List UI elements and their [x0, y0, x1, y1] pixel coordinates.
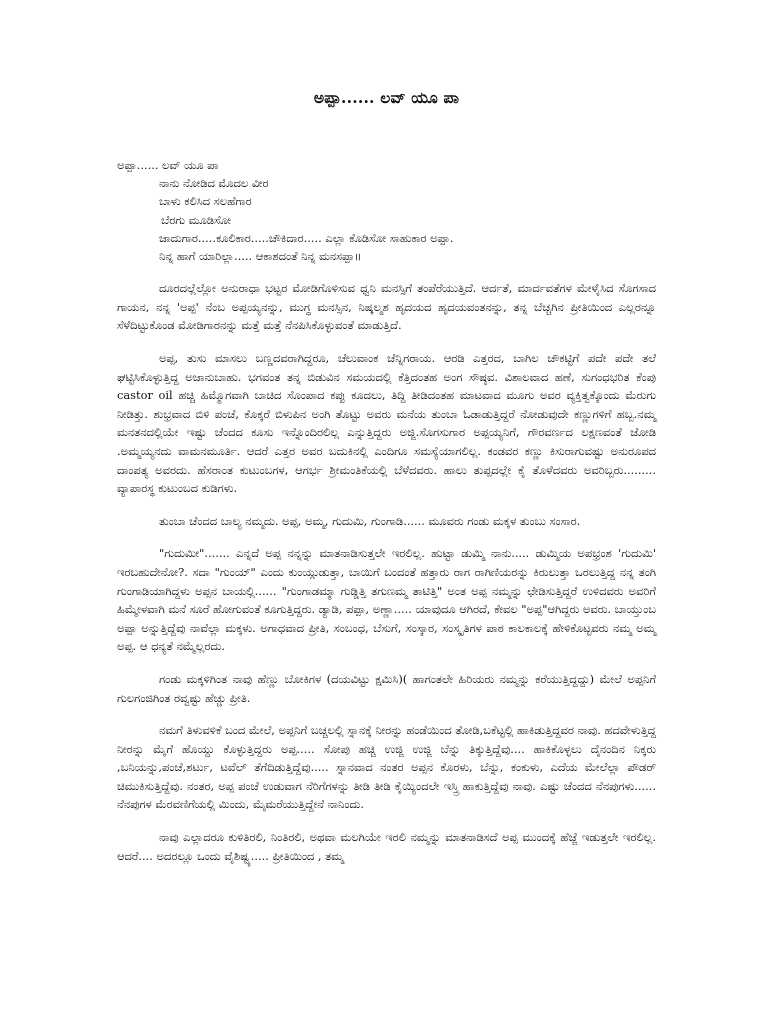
body-paragraph: ನಮಗೆ ತಿಳುವಳಿಕೆ ಬಂದ ಮೇಲೆ, ಅಪ್ಪನಿಗೆ ಬಚ್ಚಲಲ್ಲಿ ಸ್ನಾನಕ್ಕೆ ನೀರನ್ನು ಹಂಡೆಯಿಂದ ತೋಡಿ,ಬಕೆಟ್ಟಲ್ಲಿ ಹಾಕಿಡುತ್ತಿದ್ದವರ ನಾವು. ಹದವೇಳುತ್ತಿದ್ದ ನೀರನ್ನು ಮೈಗೆ ಹೊಯ್ದು ಕೊಳ್ಳುತ್ತಿದ್ದರು ಅಪ್ಪ..... ಸೋಪು ಹಚ್ಚಿ ಉಜ್ಜಿ ಉಜ್ಜಿ ಬೆನ್ನು ತಿಕ್ಕುತ್ತಿದ್ದೆವು.... ಹಾಕಿಕೊಳ್ಳಲು ದೈನಂದಿನ ನಿಕ್ಕರು ,ಬನಿಯನ್ನು,ಪಂಚೆ,ಶರ್ಟು, ಟವೆಲ್ ತೆಗೆದಿಡುತ್ತಿದ್ದೆವು..... ಸ್ನಾನವಾದ ನಂತರ ಅಪ್ಪನ ಕೊರಳು, ಬೆನ್ನು, ಕಂಕುಳು, ಎದೆಯ ಮೇಲೆಲ್ಲಾ ಪೌಡರ್ ಚಿಮುಕಿಸುತ್ತಿದ್ದೆವು. ನಂತರ, ಅಪ್ಪ ಪಂಚೆ ಉಡುವಾಗ ನೆರಿಗೆಗಳನ್ನು ತೀಡಿ ತೀಡಿ ಕೈಯ್ಯಿಂದಲೇ ಇಸ್ತ್ರಿ ಹಾಕುತ್ತಿದ್ದೆವು ನಾವು. ಎಷ್ಟು ಚೆಂದದ ನೆನಪುಗಳು...... ನೆನಪುಗಳ ಮೆರವಣಿಗೆಯಲ್ಲಿ ಮಿಂದು, ಮೈಮರೆಯುತ್ತಿದ್ದೇನೆ ನಾನಿಂದು.	[117, 723, 656, 812]
poem-line: ಅಪ್ಪಾ...... ಲವ್ ಯೂ ಪಾ	[117, 158, 219, 172]
poem-line: ಜಾದುಗಾರ.....ಕೂಲಿಕಾರ.....ಚೌಕಿದಾರ..... ಎಲ್ಲಾ ಕೊಡಿಸೋ ಸಾಹುಕಾರ ಅಪ್ಪಾ.	[159, 230, 454, 245]
poem-block	[117, 156, 656, 265]
poem-line: ನಾನು ನೋಡಿದ ಮೊದಲ ವೀರ	[159, 176, 269, 191]
body-paragraph: ತುಂಬಾ ಚೆಂದದ ಬಾಲ್ಯ ನಮ್ಮದು. ಅಪ್ಪ, ಅಮ್ಮ, ಗುದುಮಿ, ಗುಂಗಾಡಿ...... ಮೂವರು ಗಂಡು ಮಕ್ಕಳ ತುಂಬು ಸಂಸಾರ.	[159, 513, 581, 528]
poem-line: ನಿನ್ನ ಹಾಗೆ ಯಾರಿಲ್ಲಾ..... ಆಕಾಶದಂತೆ ನಿನ್ನ ಮನಸಪ್ಪಾ॥	[159, 249, 362, 264]
poem-line: ಬೆರಗು ಮೂಡಿಸೋ	[161, 212, 231, 227]
body-paragraph: ದೂರದಲ್ಲೆಲ್ಲೋ ಅನುರಾಧಾ ಭಟ್ಟರ ಮೋಡಿಗೊಳಿಸುವ ಧ್ವನಿ ಮನಸ್ಸಿಗೆ ತಂಪೆರೆಯುತ್ತಿದೆ. ಆರ್ದತೆ, ಮಾರ್ದವತೆಗಳ ಮೇಳೈಸಿದ ಸೊಗಸಾದ ಗಾಯನ, ನನ್ನ 'ಅಪ್ಪ' ನೆಂಬ ಅಪ್ಪಯ್ಯನನ್ನು, ಮುಗ್ಧ ಮನಸ್ಸಿನ, ನಿಷ್ಕಲ್ಮಶ ಹೃದಯದ ಹೃದಯವಂತನನ್ನು, ತನ್ನ ಬೆಚ್ಚಗಿನ ಪ್ರೀತಿಯಿಂದ ಎಲ್ಲರನ್ನೂ ಸೆಳೆದಿಟ್ಟುಕೊಂಡ ಮೋಡಿಗಾರನನ್ನು ಮತ್ತೆ ಮತ್ತೆ ನೆನಪಿಸಿಕೊಳ್ಳುವಂತೆ ಮಾಡುತ್ತಿದೆ.	[117, 281, 656, 333]
body-paragraph: ಅಪ್ಪ, ತುಸು ಮಾಸಲು ಬಣ್ಣದವರಾಗಿದ್ದರೂ, ಚೆಲುವಾಂಕ ಚೆನ್ನಿಗರಾಯ. ಆರಡಿ ಎತ್ತರದ, ಬಾಗಿಲ ಚೌಕಟ್ಟಿಗೆ ಪದೇ ಪದೇ ತಲೆ ಘಟ್ಟಿಸಿಕೊಳ್ಳುತ್ತಿದ್ದ ಅಜಾನುಬಾಹು. ಭಗವಂತ ತನ್ನ ಬಿಡುವಿನ ಸಮಯದಲ್ಲಿ ಕೆತ್ತಿದಂತಹ ಅಂಗ ಸೌಷ್ಠವ. ವಿಶಾಲವಾದ ಹಣೆ, ಸುಗಂಧಭರಿತ ಕೆಂಪು castor oil ಹಚ್ಚಿ ಹಿಮ್ಮೊಗವಾಗಿ ಬಾಚಿದ ಸೊಂಪಾದ ಕಪ್ಪು ಕೂದಲು, ತಿದ್ದಿ ತೀಡಿದಂತಹ ಮಾಟವಾದ ಮೂಗು ಅವರ ವ್ಯಕ್ತಿತ್ವಕ್ಕೊಂದು ಮೆರುಗು ನೀಡಿತ್ತು. ಶುಭ್ರವಾದ ಬಿಳಿ ಪಂಚೆ, ಕೊಕ್ಕರೆ ಬಿಳುಪಿನ ಅಂಗಿ ತೊಟ್ಟು ಅವರು ಮನೆಯ ತುಂಬಾ ಓಡಾಡುತ್ತಿದ್ದರೆ ನೋಡುವುದೇ ಕಣ್ಣುಗಳಿಗೆ ಹಬ್ಬ.ನಮ್ಮ ಮನತನದಲ್ಲಿಯೇ ಇಷ್ಟು ಚೆಂದದ ಕೂಸು ಇನ್ನೊಂದಿರಲಿಲ್ಲ ಎನ್ನುತ್ತಿದ್ದರು ಅಜ್ಜಿ.ಸೊಗಸುಗಾರ ಅಪ್ಪಯ್ಯನಿಗೆ, ಗೌರವರ್ಣದ ಲಕ್ಷಣವಂತೆ ಜೋಡಿ .ಅಮ್ಮಯ್ಯನದು ವಾಮನಮೂರ್ತಿ. ಆದರೆ ಎತ್ತರ ಅವರ ಬದುಕಿನಲ್ಲಿ ಎಂದಿಗೂ ಸಮಸ್ಯೆಯಾಗಲಿಲ್ಲ. ಕಂಡವರ ಕಣ್ಣು ಕಿಸುರಾಗುವಷ್ಟು ಅನುರೂಪದ ದಾಂಪತ್ಯ ಅವರದು. ಹೆಸರಾಂತ ಕುಟುಂಬಗಳ, ಆಗರ್ಭ ಶ್ರೀಮಂತಿಕೆಯಲ್ಲಿ ಬೆಳೆದವರು. ಹಾಲು ತುಪ್ಪದಲ್ಲೇ ಕೈ ತೊಳೆದವರು ಅವರಿಬ್ಬರು......... ವ್ಯಾಪಾರಸ್ಥ ಕುಟುಂಬದ ಕುಡಿಗಳು.	[117, 351, 656, 496]
body-paragraph: "ಗುದುಮೀ"....... ಎನ್ನದೆ ಅಪ್ಪ ನನ್ನನ್ನು ಮಾತನಾಡಿಸುತ್ತಲೇ ಇರಲಿಲ್ಲ. ಹುಟ್ಟಾ ಡುಮ್ಮಿ ನಾನು..... ಡುಮ್ಮಿಯ ಅಪಭ್ರಂಶ 'ಗುದುಮಿ' ಇರಬಹುದೇನೋ?. ಸದಾ "ಗುಂಯ್" ಎಂದು ಕುಂಯ್ಗುಡುತ್ತಾ, ಬಾಯಿಗೆ ಬಂದಂತೆ ಹತ್ತಾರು ರಾಗ ರಾಗಿಣಿಯರನ್ನು ಕಿರುಲುತ್ತಾ ಒರಲುತ್ತಿದ್ದ ನನ್ನ ತಂಗಿ ಗುಂಗಾಡಿಯಾಗಿದ್ದಳು ಅಪ್ಪನ ಬಾಯಲ್ಲಿ...... "ಗುಂಗಾಡಮ್ಮಾ ಗುಡ್ಡಿತ್ತಿ ತಗುಣಮ್ಮ ತಾಟಿತ್ತಿ" ಅಂತ ಅಪ್ಪ ನಮ್ಮನ್ನು ಛೇಡಿಸುತ್ತಿದ್ದರೆ ಉಳಿದವರು ಅವರಿಗೆ ಹಿಮ್ಮೇಳವಾಗಿ ಮನೆ ಸೂರೆ ಹೋಗುವಂತೆ ಕೂಗುತ್ತಿದ್ದರು. ಡ್ಯಾಡಿ, ಪಪ್ಪಾ, ಅಣ್ಣಾ..... ಯಾವುದೂ ಆಗಿರದೆ, ಕೇವಲ "ಅಪ್ಪ"ಆಗಿದ್ದರು ಅವರು. ಬಾಯ್ತುಂಬ ಅಪ್ಪಾ ಅನ್ನುತ್ತಿದ್ದೆವು ನಾವೆಲ್ಲಾ ಮಕ್ಕಳು. ಅಗಾಧವಾದ ಪ್ರೀತಿ, ಸಂಬಂಧ, ಬೆಸುಗೆ, ಸಂಸ್ಕಾರ, ಸಂಸ್ಕೃತಿಗಳ ಪಾಠ ಕಾಲಕಾಲಕ್ಕೆ ಹೇಳಿಕೊಟ್ಟವರು ನಮ್ಮ ಅಮ್ಮ ಅಪ್ಪ. ಆ ಧನ್ಯತೆ ನಮ್ಮೆಲ್ಲರದು.	[117, 546, 656, 654]
poem-line: ಬಾಳು ಕಲಿಸಿದ ಸಲಹೆಗಾರ	[159, 194, 252, 209]
body-paragraph: ನಾವು ಎಲ್ಲಾದರೂ ಕುಳಿತಿರಲಿ, ನಿಂತಿರಲಿ, ಅಥವಾ ಮಲಗಿಯೇ ಇರಲಿ ನಮ್ಮನ್ನು ಮಾತನಾಡಿಸದೆ ಅಪ್ಪ ಮುಂದಕ್ಕೆ ಹೆಜ್ಜೆ ಇಡುತ್ತಲೇ ಇರಲಿಲ್ಲ. ಆದರೆ.... ಅದರಲ್ಲೂ ಒಂದು ವೈಶಿಷ್ಟ್ಯ..... ಪ್ರೀತಿಯಿಂದ , ತಮ್ಮ	[117, 830, 656, 863]
document-title: ಅಪ್ಪಾ...... ಲವ್ ಯೂ ಪಾ	[313, 88, 460, 107]
body-paragraph: ಗಂಡು ಮಕ್ಕಳಿಗಿಂತ ನಾವು ಹೆಣ್ಣು ಬೋಕಿಗಳ (ದಯವಿಟ್ಟು ಕ್ಷಮಿಸಿ)( ಹಾಗಂತಲೇ ಹಿರಿಯರು ನಮ್ಮನ್ನು ಕರೆಯುತ್ತಿದ್ದದ್ದು) ಮೇಲೆ ಅಪ್ಪನಿಗೆ ಗುಲಗಂಜಿಗಿಂತ ರವ್ವಷ್ಟು ಹೆಚ್ಚು ಪ್ರೀತಿ.	[117, 671, 656, 705]
